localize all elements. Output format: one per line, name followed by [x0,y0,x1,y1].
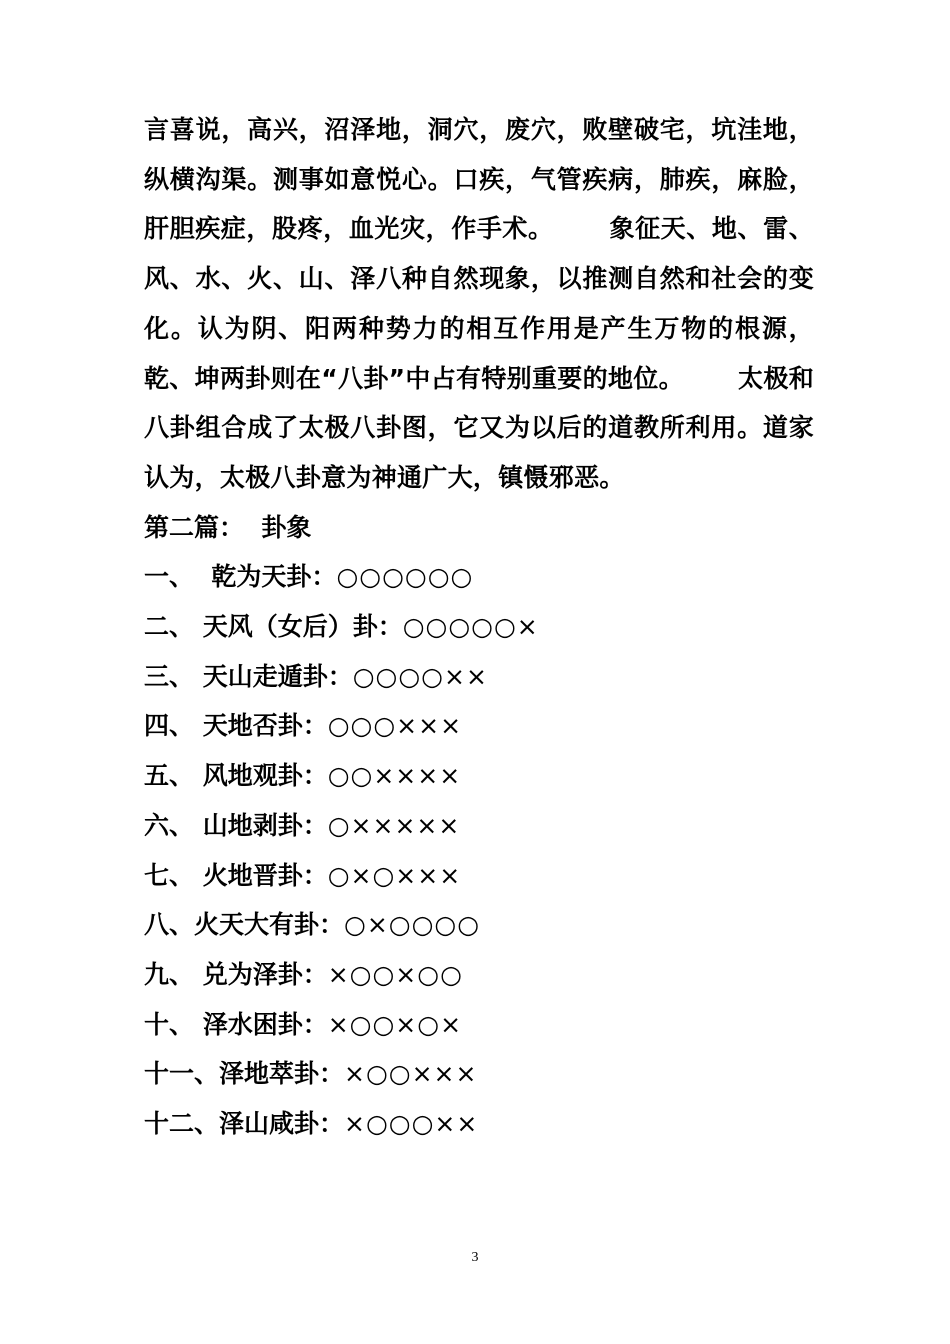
item-name: 兑为泽卦： [194,959,328,989]
item-marker: 九、 [144,959,195,989]
page-number: 3 [471,1250,479,1265]
body-paragraph: 言喜说，高兴，沼泽地，洞穴，废穴，败壁破宅，坑洼地，纵横沟渠。测事如意悦心。口疾，气管疾病，肺疾，麻脸，肝胆疾症，股疼，血光灾，作手术。 象征天、地、雷、风、水、火、山、泽八种自然现象，以推测自然和社会的变化。认为阴、阳两种势力的相互作用是产生万物的根源，乾、坤两卦则在“八卦”中占有特别重要的地位。 太极和八卦组合成了太极八卦图，它又为以后的道教所利用。道家认为，太极八卦意为神通广大，镇慑邪恶。 [144,115,814,492]
hexagram-item [144,851,814,901]
item-symbols: ○○○○×× [352,661,488,691]
item-name: 泽水困卦： [194,1009,328,1039]
item-symbols: ○××××× [327,810,461,840]
hexagram-item [144,552,814,602]
item-marker: 四、 [144,711,195,741]
hexagram-item [144,950,814,1000]
item-symbols: ○○×××× [327,761,462,791]
item-marker: 五、 [144,761,195,791]
item-name: 天地否卦： [194,711,328,741]
item-marker: 十二、 [144,1109,220,1139]
page-content [144,105,814,1149]
item-symbols: ×○○○×× [344,1109,479,1139]
item-symbols: ×○○×○× [327,1009,463,1039]
item-symbols: ○○○○○○ [336,562,474,592]
item-marker: 一、 [144,562,195,592]
section-heading: 第二篇： 卦象 [144,512,312,542]
item-symbols: ×○○××× [344,1059,478,1089]
item-symbols: ○×○××× [327,860,462,890]
item-name: 风地观卦： [194,761,328,791]
item-marker: 三、 [144,661,195,691]
item-marker: 八、 [144,910,195,940]
item-marker: 二、 [144,612,195,642]
item-name: 泽地萃卦： [219,1059,345,1089]
item-symbols: ○○○××× [327,711,463,741]
hexagram-item [144,701,814,751]
hexagram-list [144,552,814,1148]
item-name: 乾为天卦： [194,562,337,592]
item-name: 火地晋卦： [194,860,328,890]
hexagram-item [144,652,814,702]
item-name: 泽山咸卦： [219,1109,345,1139]
hexagram-item [144,801,814,851]
hexagram-item [144,751,814,801]
item-marker: 六、 [144,810,195,840]
item-symbols: ○○○○○× [402,612,539,642]
hexagram-item [144,1049,814,1099]
item-marker: 十一、 [144,1059,220,1089]
item-marker: 十、 [144,1009,195,1039]
item-marker: 七、 [144,860,195,890]
item-name: 山地剥卦： [194,810,328,840]
hexagram-item [144,1099,814,1149]
hexagram-item [144,1000,814,1050]
item-name: 天山走遁卦： [194,661,353,691]
hexagram-item [144,602,814,652]
item-name: 天风（女后）卦： [194,612,403,642]
hexagram-item [144,900,814,950]
item-symbols: ○×○○○○ [344,910,481,940]
item-name: 火天大有卦： [194,910,345,940]
item-symbols: ×○○×○○ [327,959,463,989]
